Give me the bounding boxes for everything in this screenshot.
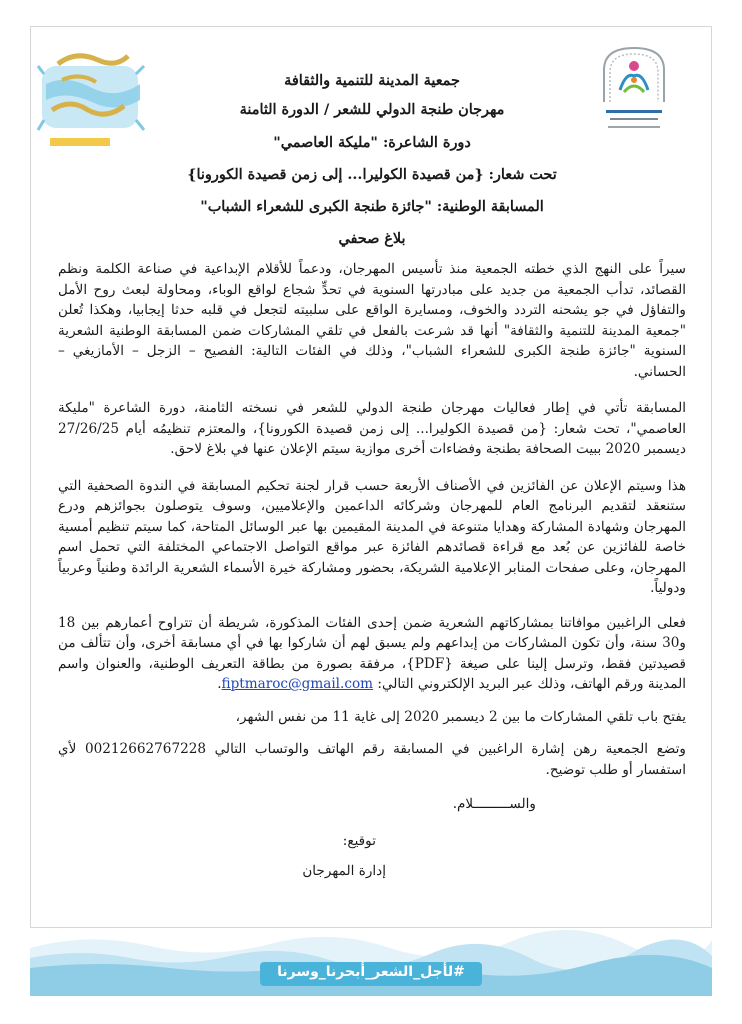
paragraph-winners: هذا وسيتم الإعلان عن الفائزين في الأصناف الأربعة حسب قرار لجنة تحكيم المسابقة في الندوة الصحفية التي ستنعقد لتقديم البرنامج العام للمهرجان وشركائه الداعمين والإعلاميين، وسوف يتوصلون بجوائزهم ودرع المهرجان وشهادة المشاركة وهدايا متنوعة في المدينة المقيمين بها عبر الوسائل المتاحة، كما سيتم تنظيم أمسية خاصة للفائزين عن بُعد مع قراءة قصائدهم الفائزة عبر مواقع التواصل الاجتماعي المختلفة التي تحمل اسم المهرجان، وعلى صفحات المنابر الإعلامية الشريكة، بحضور ومشاركة خيرة الأسماء الشعرية الرائدة وطنياً وعربياً ودولياً. <box>58 477 686 596</box>
signature-name: إدارة المهرجان <box>302 863 386 879</box>
organization-name: جمعية المدينة للتنمية والثقافة <box>284 72 460 89</box>
period-glyph: . <box>217 676 222 692</box>
paragraph-conditions <box>58 613 686 695</box>
paragraph-contact: وتضع الجمعية رهن إشارة الراغبين في المسابقة رقم الهاتف والوتساب التالي 00212662767228 لأي استفسار أو طلب توضيح. <box>58 741 686 778</box>
paragraph-intro: سيراً على النهج الذي خطته الجمعية منذ تأسيس المهرجان، ودعماً للأقلام الإبداعية في صناعة الكلمة ونظم القصائد، تدأب الجمعية من جديد على مبادرتها السنوية في تحدٍّ شجاع لواقع الوباء، ومحاولة لبعث روح الأمل والتفاؤل في جو يشحنه التردد والخوف، ومسايرة الواقع على سلبيته لتجعل في قلبه حدثا إيجابيا، وهكذا تُعلن "جمعية المدينة للتنمية والثقافة" أنها قد شرعت بالفعل في تلقي المشاركات ضمن المسابقة الوطنية الشعرية السنوية "جائزة طنجة الكبرى للشعراء الشباب"، وذلك في الفئات التالية: الفصيح – الزجل – الأمازيغي – الحساني. <box>58 261 686 380</box>
signature-label: توقيع: <box>342 832 376 849</box>
festival-title: مهرجان طنجة الدولي للشعر / الدورة الثامنة <box>239 101 505 118</box>
edition-poet: دورة الشاعرة: "مليكة العاصمي" <box>273 134 471 151</box>
footer-hashtag: #لأجل_الشعر_أبحرنا_وسرنا <box>277 964 465 980</box>
conditions-text: فعلى الراغبين موافاتنا بمشاركاتهم الشعرية ضمن إحدى الفئات المذكورة، شريطة أن تتراوح أعمارهم بين 18 و30 سنة، وأن تكون المشاركات من إبداعهم ولم يسبق لهم أن شاركوا بها في أي مسابقة أخرى، وأن تتألف من قصيدتين فقط، وترسل إلينا على صيغة {PDF}، مرفقة بصورة من بطاقة التعريف الوطنية، والعنوان واسم المدينة ورقم الهاتف، وذلك عبر البريد الإلكتروني التالي: <box>58 614 686 692</box>
press-release-title: بلاغ صحفي <box>338 230 406 247</box>
contact-email-link[interactable]: fiptmaroc@gmail.com <box>221 676 374 692</box>
footer-wave-decoration <box>30 928 712 996</box>
paragraph-event: المسابقة تأتي في إطار فعاليات مهرجان طنجة الدولي للشعر في نسخته الثامنة، دورة الشاعرة "مليكة العاصمي"، تحت شعار: {من قصيدة الكوليرا... إلى زمن قصيدة الكورونا}، والمعتزم تنظيمُه أيام 27/26/25 ديسمبر 2020 ببيت الصحافة بطنجة وفضاءات أخرى موازية سيتم الإعلان عنها في بلاغ لاحق. <box>58 400 686 457</box>
slogan: تحت شعار: {من قصيدة الكوليرا... إلى زمن قصيدة الكورونا} <box>187 166 557 183</box>
paragraph-dates: يفتح باب تلقي المشاركات ما بين 2 ديسمبر 2020 إلى غاية 11 من نفس الشهر، <box>235 708 686 725</box>
press-release-content <box>58 70 686 882</box>
closing-salutation: والســـــــــلام. <box>452 796 536 812</box>
competition-title: المسابقة الوطنية: "جائزة طنجة الكبرى للشعراء الشباب" <box>200 198 544 215</box>
